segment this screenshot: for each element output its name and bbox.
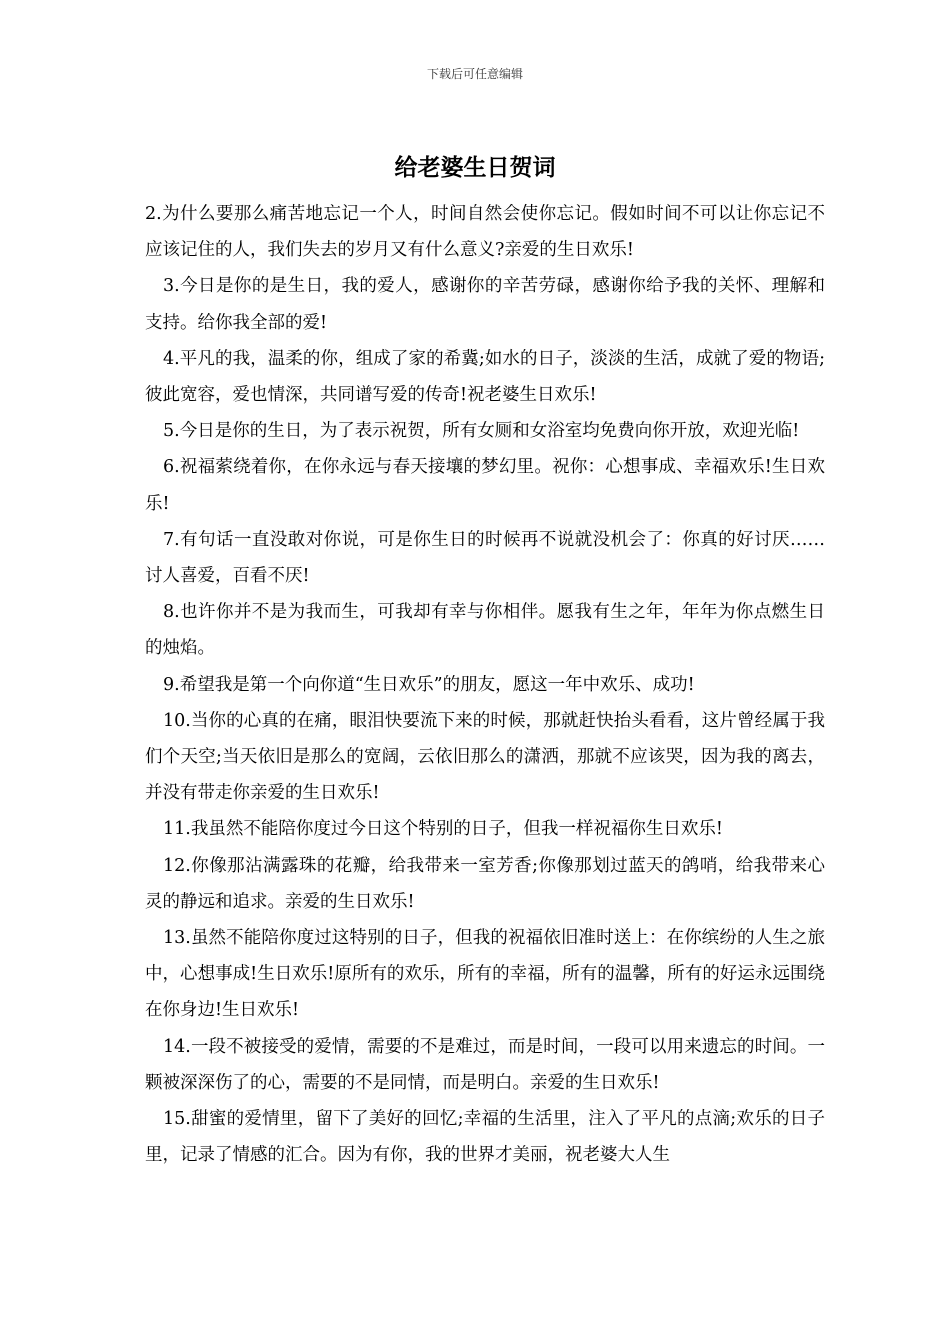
paragraph-3: 3.今日是你的是生日，我的爱人，感谢你的辛苦劳碌，感谢你给予我的关怀、理解和支持。给你我全部的爱! [145, 276, 825, 333]
paragraph-11: 11.我虽然不能陪你度过今日这个特别的日子，但我一样祝福你生日欢乐! [163, 819, 723, 840]
document-body [145, 196, 825, 1173]
paragraph-5: 5.今日是你的生日，为了表示祝贺，所有女厕和女浴室均免费向你开放，欢迎光临! [163, 421, 800, 442]
header-note: 下载后可任意编辑 [426, 67, 523, 81]
paragraph-4: 4.平凡的我，温柔的你，组成了家的希冀;如水的日子，淡淡的生活，成就了爱的物语;彼此宽容，爱也情深，共同谱写爱的传奇!祝老婆生日欢乐! [145, 348, 825, 406]
paragraph-9: 9.希望我是第一个向你道“生日欢乐”的朋友，愿这一年中欢乐、成功! [163, 674, 695, 695]
paragraph-14: 14.一段不被接受的爱情，需要的不是难过，而是时间，一段可以用来遗忘的时间。一颗被深深伤了的心，需要的不是同情，而是明白。亲爱的生日欢乐! [145, 1036, 825, 1093]
paragraph-2: 2.为什么要那么痛苦地忘记一个人，时间自然会使你忘记。假如时间不可以让你忘记不应该记住的人，我们失去的岁月又有什么意义?亲爱的生日欢乐! [145, 204, 825, 261]
paragraph-10: 10.当你的心真的在痛，眼泪快要流下来的时候，那就赶快抬头看看，这片曾经属于我们个天空;当天依旧是那么的宽阔，云依旧那么的潇洒，那就不应该哭，因为我的离去，并没有带走你亲爱的生日欢乐! [145, 710, 825, 804]
paragraph-8: 8.也许你并不是为我而生，可我却有幸与你相伴。愿我有生之年，年年为你点燃生日的烛焰。 [145, 602, 825, 659]
paragraph-12: 12.你像那沾满露珠的花瓣，给我带来一室芳香;你像那划过蓝天的鸽哨，给我带来心灵的静远和追求。亲爱的生日欢乐! [145, 855, 825, 912]
paragraph-15: 15.甜蜜的爱情里，留下了美好的回忆;幸福的生活里，注入了平凡的点滴;欢乐的日子里，记录了情感的汇合。因为有你，我的世界才美丽，祝老婆大人生 [145, 1109, 825, 1166]
document-title: 给老婆生日贺词 [394, 154, 556, 181]
paragraph-7: 7.有句话一直没敢对你说，可是你生日的时候再不说就没机会了：你真的好讨厌……讨人喜爱，百看不厌! [145, 529, 825, 587]
paragraph-6: 6.祝福萦绕着你，在你永远与春天接壤的梦幻里。祝你：心想事成、幸福欢乐!生日欢乐! [145, 457, 825, 514]
paragraph-13: 13.虽然不能陪你度过这特别的日子，但我的祝福依旧准时送上：在你缤纷的人生之旅中，心想事成!生日欢乐!原所有的欢乐，所有的幸福，所有的温馨，所有的好运永远围绕在你身边!生日欢乐! [145, 928, 825, 1021]
